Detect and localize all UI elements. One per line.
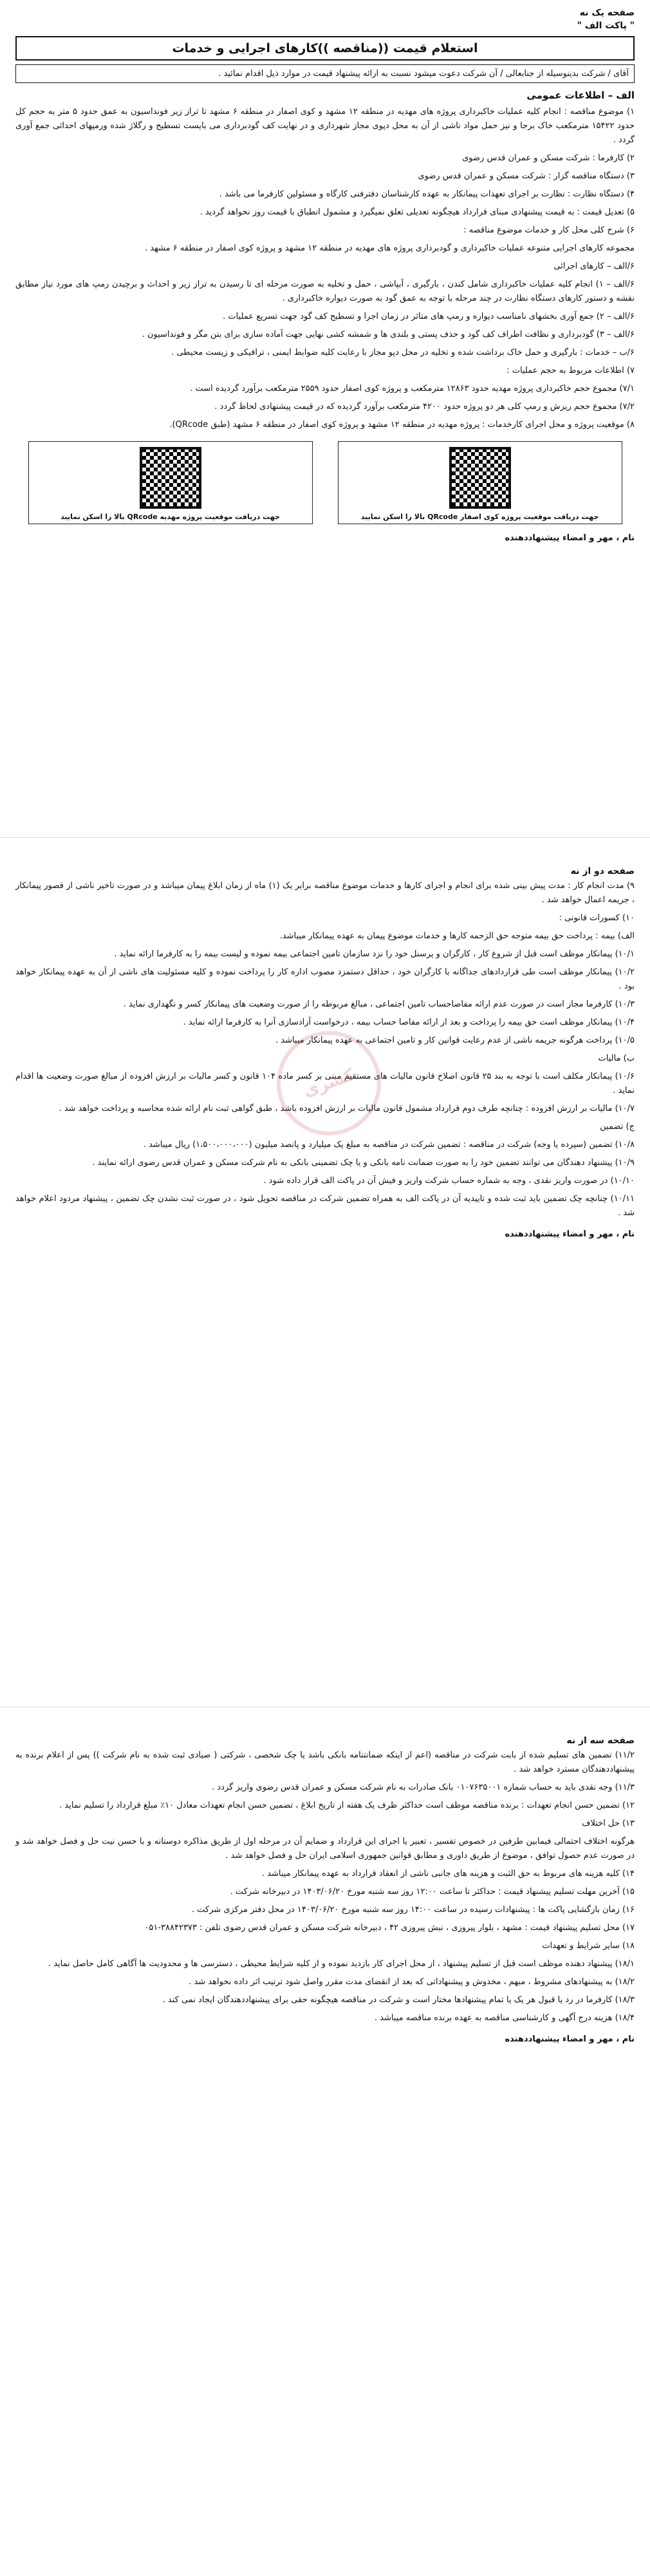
clause: ۱۰/۷) مالیات بر ارزش افزوده : چنانچه طرف دوم قرارداد مشمول قانون مالیات بر ارزش افزوده باشد ، طبق گواهی ثبت نام ارائه شده محاسبه و پرداخت خواهد شد . <box>59 1104 635 1113</box>
signature-line: نام ، مهر و امضاء پیشنهاددهنده <box>505 1229 635 1239</box>
clause: ج) تضمین <box>600 1122 635 1132</box>
clause: ۶) شرح کلی محل کار و خدمات موضوع مناقصه : <box>463 225 635 235</box>
page-label: صفحه یک نه <box>579 8 635 18</box>
package-label: " پاکت الف " <box>577 21 635 31</box>
clause: الف) بیمه : پرداخت حق بیمه متوجه حق الزحمه کارها و خدمات موضوع پیمان به عهده پیمانکار میباشد. <box>279 931 635 941</box>
clause: ۱۰/۱۱) چنانچه چک تضمین باید ثبت شده و تاییدیه آن در پاکت الف به همراه تضمین شرکت در مناقصه تحویل شود ، در صورت ثبت نشدن چک تضمین ، پیشنهاد مردود اعلام خواهد شد . <box>15 1194 635 1218</box>
signature-line: نام ، مهر و امضاء پیشنهاددهنده <box>505 533 635 543</box>
clause: ۱۶) زمان بازگشایی پاکت ها : پیشنهادات رسیده در ساعت ۱۴:۰۰ روز سه شنبه مورخ ۱۴۰۳/۰۶/۲۰ در محل دفتر مرکزی شرکت . <box>191 1905 635 1915</box>
clause: ۶/الف – ۱) انجام کلیه عملیات خاکبرداری شامل کندن ، بارگیری ، آبپاشی ، حمل و تخلیه به صورت مرحله ای تا رسیدن به تراز زیر و احداث و برچیدن رمپ های مورد نیاز مطابق نقشه و دستور کارهای دستگاه نظارت در چند مرحله با توجه به عمق گود به صورت دیواره خاکبرداری . <box>15 279 635 303</box>
watermark-stamp: کسری <box>262 1016 396 1150</box>
signature-line: نام ، مهر و امضاء پیشنهاددهنده <box>505 2034 635 2044</box>
clause: ۷/۱) مجموع حجم خاکبرداری پروژه مهدیه حدود ۱۲۸۶۳ مترمکعب و پروژه کوی اصفار حدود ۲۵۵۹ مترمکعب برآورد گردیده است . <box>190 384 635 393</box>
clause: ۱۴) کلیه هزینه های مربوط به حق الثبت و هزینه های جانبی ناشی از انعقاد قرارداد به عهده پیمانکار میباشد . <box>261 1869 635 1879</box>
clause: ۱۰/۹) پیشنهاد دهندگان می توانند تضمین خود را به صورت ضمانت نامه بانکی و یا چک تضمینی بانکی به نام شرکت مسکن و عمران قدس رضوی ارائه نمایند . <box>92 1158 635 1168</box>
clause: ۱۰/۸) تضمین (سپرده یا وجه) شرکت در مناقصه : تضمین شرکت در مناقصه به مبلغ یک میلیارد و پانصد میلیون (۱،۵۰۰،۰۰۰،۰۰۰) ریال میباشد . <box>143 1140 635 1150</box>
clause: ۱۰/۴) پیمانکار موظف است حق بیمه را پرداخت و بعد از ارائه مفاصا حساب بیمه ، درخواست آزادسازی آنرا به کارفرما ارائه نماید . <box>183 1018 635 1027</box>
clause: ۷/۲) مجموع حجم ریزش و رمپ کلی هر دو پروژه حدود ۴۲۰۰ مترمکعب برآورد گردیده که در قیمت پیشنهادی لحاظ گردد . <box>214 402 635 412</box>
page-three <box>0 1707 650 2576</box>
clause: ۱۰/۳) کارفرما مجاز است در صورت عدم ارائه مفاصاحساب تامین اجتماعی ، مبالغ مربوطه را از صورت وضعیت های پیمانکار کسر و نگهداری نماید . <box>123 999 635 1009</box>
qr-caption: جهت دریافت موقعیت پروژه کوی اصفار QRcode بالا را اسکن نمایید <box>360 513 599 521</box>
clause: ۳) دستگاه مناقصه گزار : شرکت مسکن و عمران قدس رضوی <box>418 171 635 181</box>
clause: ۱۸/۳) کارفرما در رد یا قبول هر یک یا تمام پیشنهادها مختار است و شرکت در مناقصه هیچگونه حقی برای پیشنهاددهندگان ایجاد نمی کند . <box>162 1995 635 2005</box>
clause: ۱۰/۵) پرداخت هرگونه جریمه ناشی از عدم رعایت قوانین کار و تامین اجتماعی به عهده پیمانکار میباشد . <box>275 1036 635 1045</box>
clause: ۶/الف – ۲) جمع آوری بخشهای نامناسب دیواره و رمپ های متاثر در زمان اجرا و تسطیح کف گود جهت تسریع عملیات . <box>223 312 635 321</box>
clause: ۱۱/۳) وجه نقدی باید به حساب شماره ۰۱۰۷۶۳۵۰۰۱ بانک صادرات به نام شرکت مسکن و عمران قدس رضوی واریز گردد . <box>212 1783 635 1792</box>
clause: ۴) دستگاه نظارت : نظارت بر اجرای تعهدات پیمانکار به عهده کارشناسان دفترفنی کارگاه و مسئولین کارفرما می باشد . <box>219 189 635 199</box>
qr-code-icon[interactable] <box>449 447 511 509</box>
clause: ۱۰/۶) پیمانکار مکلف است با توجه به بند ۲۵ قانون اصلاح قانون مالیات های مستقیم مبنی بر کسر ماده ۱۰۴ قانون و کسر مالیات بر ارزش افزوده از مبالغ صورت وضعیت ها اقدام نماید . <box>15 1072 635 1095</box>
page-two <box>0 837 650 1707</box>
document-title: استعلام قیمت ((مناقصه ))کارهای اجرایی و خدمات <box>15 36 635 61</box>
clause: ۱۰) کسورات قانونی : <box>559 913 635 923</box>
clause: هرگونه اختلاف احتمالی فیمابین طرفین در خصوص تفسیر ، تعبیر یا اجرای این قرارداد و ضمایم آن در مرحله اول از طریق مذاکره دوستانه و با حسن نیت حل و فصل خواهد شد و در صورت عدم حصول توافق ، موضوع از طریق داوری و مطابق قوانین جمهوری اسلامی ایران حل و فصل خواهد شد . <box>15 1837 635 1861</box>
clause: ب) مالیات <box>598 1054 635 1063</box>
clause: ۱۸/۱) پیشنهاد دهنده موظف است قبل از تسلیم پیشنهاد ، از محل اجرای کار بازدید نموده و از کلیه شرایط محیطی ، دسترسی ها و محدودیت ها آگاهی کامل حاصل نماید . <box>48 1959 635 1969</box>
clause: ۵) تعدیل قیمت : به قیمت پیشنهادی مبنای قرارداد هیچگونه تعدیلی تعلق نمیگیرد و مشمول انطباق با قیمت روز نخواهد گردید . <box>200 207 635 217</box>
clause: ۱) موضوع مناقصه : انجام کلیه عملیات خاکبرداری پروژه های مهدیه در منطقه ۱۲ مشهد و کوی اصفار در منطقه ۶ مشهد تا تراز زیر فونداسیون به عمق حدود ۵ متر به حجم کل حدود ۱۵۴۲۲ مترمکعب خاک برجا و نیز حمل مواد ناشی از آن به محل دپوی مجاز شهرداری و در نهایت کف گودبرداری می بایست تسطیح و رگلاژ شده ورمپهای احداثی جمع آوری گردد . <box>15 107 635 145</box>
page-one <box>0 0 650 837</box>
clause: ۱۰/۱) پیمانکار موظف است قبل از شروع کار ، کارگران و پرسنل خود را نزد سازمان تامین اجتماعی بیمه نموده و لیست بیمه را به کارفرما ارائه نماید . <box>114 949 635 959</box>
clause: ۱۳) حل اختلاف <box>582 1819 635 1828</box>
qr-box-asfar <box>338 441 622 524</box>
qr-code-icon[interactable] <box>140 447 201 509</box>
clause: ۹) مدت انجام کار : مدت پیش بینی شده برای انجام و اجرای کارها و خدمات موضوع مناقصه برابر یک (۱) ماه از زمان ابلاغ پیمان میباشد و در صورت تاخیر ناشی از قصور پیمانکار ، جریمه اعمال خواهد شد . <box>15 881 635 905</box>
clause: ۲) کارفرما : شرکت مسکن و عمران قدس رضوی <box>462 153 635 163</box>
clause: ۶/الف – کارهای اجرائی <box>553 261 635 271</box>
clause: ۱۷) محل تسلیم پیشنهاد قیمت : مشهد ، بلوار پیروزی ، نبش پیروزی ۴۲ ، دبیرخانه شرکت مسکن و عمران قدس رضوی تلفن : ۳۸۸۴۲۳۷۳-۰۵۱ <box>144 1923 635 1933</box>
clause: ۱۸/۴) هزینه درج آگهی و کارشناسی مناقصه به عهده برنده مناقصه میباشد . <box>374 2013 635 2023</box>
clause: ۱۵) آخرین مهلت تسلیم پیشنهاد قیمت : حداکثر تا ساعت ۱۲:۰۰ روز سه شنبه مورخ ۱۴۰۳/۰۶/۲۰ در دبیرخانه شرکت . <box>230 1887 635 1897</box>
clause: ۸) موقعیت پروژه و محل اجرای کارخدمات : پروژه مهدیه در منطقه ۱۲ مشهد و پروژه کوی اصفار در منطقه ۶ مشهد (طبق QRcode). <box>169 420 635 430</box>
clause: ۱۰/۲) پیمانکار موظف است طی قراردادهای جداگانه با کارگران خود ، حداقل دستمزد مصوب اداره کار را پرداخت نموده و کلیه مسئولیت های ناشی از آن به عهده پیمانکار خواهد بود . <box>15 967 635 991</box>
qr-caption: جهت دریافت موقعیت پروژه مهدیه QRcode بالا را اسکن نمایید <box>60 513 280 521</box>
qr-codes <box>15 441 635 524</box>
clause: ۶/الف – ۳) گودبرداری و نظافت اطراف کف گود و حذف پستی و بلندی ها و شمشه کشی نهایی جهت آماده سازی برای بتن مگر و فونداسیون . <box>142 330 635 339</box>
clause: ۱۱/۲) تضمین های تسلیم شده از بابت شرکت در مناقصه (اعم از اینکه ضمانتنامه بانکی باشد یا چک شخصی ، شرکتی ( صیادی ثبت شده به نام شرکت )) پس از اعلام برنده به پیشنهاددهندگان مسترد خواهد شد . <box>15 1750 635 1774</box>
qr-box-mahdieh <box>28 441 313 524</box>
clause: ۱۰/۱۰) در صورت واریز نقدی ، وجه به شماره حساب شرکت واریز و فیش آن در پاکت الف قرار داده شود . <box>263 1176 635 1186</box>
clause: ۱۸) سایر شرایط و تعهدات <box>542 1941 635 1951</box>
clause: ۶/ب – خدمات : بارگیری و حمل خاک برداشت شده و تخلیه در محل دپو مجاز با رعایت کلیه ضوابط ایمنی ، ترافیکی و زیست محیطی . <box>171 348 635 357</box>
invitation-text: آقای / شرکت بدینوسیله از جنابعالی / آن شرکت دعوت میشود نسبت به ارائه پیشنهاد قیمت در موارد ذیل اقدام نمائید . <box>15 64 635 83</box>
clause: ۷) اطلاعات مربوط به حجم عملیات : <box>506 366 635 375</box>
clause: مجموعه کارهای اجرایی متنوعه عملیات خاکبرداری و گودبرداری پروژه های مهدیه در منطقه ۱۲ مشهد و پروژه کوی اصفار در منطقه ۶ مشهد . <box>144 243 635 253</box>
clause: ۱۲) تضمین حسن انجام تعهدات : برنده مناقصه موظف است حداکثر ظرف یک هفته از تاریخ ابلاغ ، تضمین حسن انجام تعهدات معادل ۱۰٪ مبلغ قرارداد را تسلیم نماید . <box>59 1801 635 1810</box>
page-label: صفحه دو از نه <box>570 866 635 876</box>
clause: ۱۸/۲) به پیشنهادهای مشروط ، مبهم ، مخدوش و پیشنهاداتی که بعد از انقضای مدت مقرر واصل شود ترتیب اثر داده نخواهد شد . <box>189 1977 635 1987</box>
page-label: صفحه سه از نه <box>566 1736 635 1746</box>
section-heading: الف – اطلاعات عمومی <box>526 90 635 101</box>
